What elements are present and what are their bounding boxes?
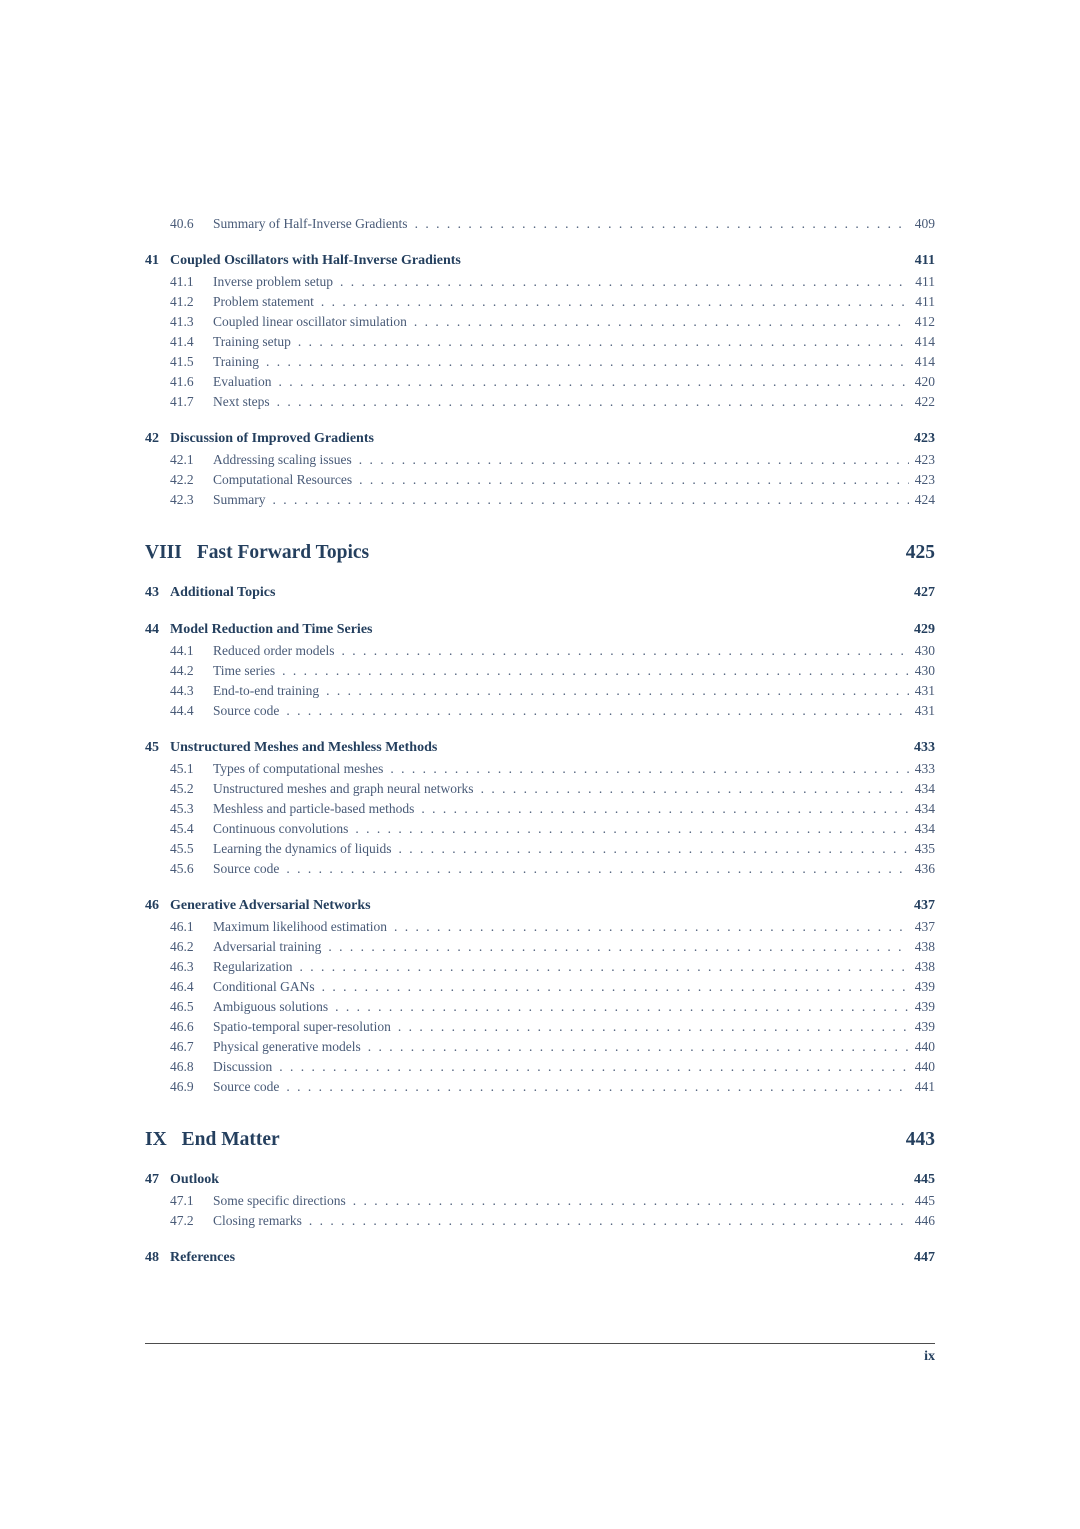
entry-number: 44.2 bbox=[170, 663, 194, 678]
dot-leader bbox=[481, 779, 909, 799]
toc-entry-row[interactable] bbox=[170, 977, 935, 997]
entry-number: 41.5 bbox=[170, 354, 194, 369]
dot-leader bbox=[341, 641, 908, 661]
dot-leader bbox=[286, 1077, 908, 1097]
entry-page-number: 439 bbox=[914, 1019, 935, 1034]
toc-entry-row[interactable] bbox=[170, 641, 935, 661]
dot-leader bbox=[278, 372, 908, 392]
toc-entry-row[interactable] bbox=[170, 957, 935, 977]
entry-title: Discussion bbox=[213, 1059, 273, 1074]
dot-leader bbox=[414, 312, 909, 332]
dot-leader bbox=[398, 839, 908, 859]
toc-entry-row[interactable] bbox=[170, 272, 935, 292]
dot-leader bbox=[340, 272, 909, 292]
toc-chapter-row[interactable] bbox=[145, 429, 935, 449]
chapter-title: Additional Topics bbox=[170, 585, 276, 600]
entry-number: 45.4 bbox=[170, 821, 194, 836]
footer-rule bbox=[145, 1343, 935, 1344]
entry-title: Meshless and particle-based methods bbox=[213, 801, 415, 816]
entry-page-number: 411 bbox=[915, 294, 935, 309]
chapter-page-number: 437 bbox=[914, 898, 935, 913]
entry-title: Source code bbox=[213, 861, 280, 876]
entry-page-number: 411 bbox=[915, 274, 935, 289]
entry-page-number: 431 bbox=[914, 683, 935, 698]
entry-number: 41.3 bbox=[170, 314, 194, 329]
part-number: VIII bbox=[145, 542, 182, 563]
part-page-number: 425 bbox=[905, 542, 935, 563]
entry-page-number: 435 bbox=[914, 841, 935, 856]
entry-page-number: 430 bbox=[914, 663, 935, 678]
entry-title: Conditional GANs bbox=[213, 979, 315, 994]
dot-leader bbox=[390, 759, 908, 779]
dot-leader bbox=[273, 490, 909, 510]
footer-page-number: ix bbox=[924, 1349, 935, 1364]
entry-title: Types of computational meshes bbox=[213, 761, 384, 776]
entry-title: Regularization bbox=[213, 959, 293, 974]
toc-entry-row[interactable] bbox=[170, 1037, 935, 1057]
entry-title: Unstructured meshes and graph neural networks bbox=[213, 781, 474, 796]
entry-number: 44.3 bbox=[170, 683, 194, 698]
toc-entry-row[interactable] bbox=[170, 759, 935, 779]
entry-page-number: 424 bbox=[914, 492, 935, 507]
entry-title: Physical generative models bbox=[213, 1039, 361, 1054]
toc-entry-row[interactable] bbox=[170, 799, 935, 819]
chapter-number: 45 bbox=[145, 740, 159, 755]
entry-number: 46.8 bbox=[170, 1059, 194, 1074]
entry-number: 45.1 bbox=[170, 761, 194, 776]
dot-leader bbox=[335, 997, 909, 1017]
entry-number: 46.1 bbox=[170, 919, 194, 934]
dot-leader bbox=[415, 214, 909, 234]
entry-number: 45.2 bbox=[170, 781, 194, 796]
entry-number: 47.2 bbox=[170, 1213, 194, 1228]
entry-page-number: 438 bbox=[914, 939, 935, 954]
chapter-title: Coupled Oscillators with Half-Inverse Gradients bbox=[170, 253, 461, 268]
entry-number: 42.1 bbox=[170, 452, 194, 467]
chapter-page-number: 427 bbox=[914, 585, 935, 600]
dot-leader bbox=[359, 450, 909, 470]
entry-number: 45.3 bbox=[170, 801, 194, 816]
entry-page-number: 440 bbox=[914, 1039, 935, 1054]
entry-title: Computational Resources bbox=[213, 472, 353, 487]
toc-chapter-row[interactable] bbox=[145, 620, 935, 640]
chapter-page-number: 411 bbox=[914, 253, 935, 268]
entry-title: Summary bbox=[213, 492, 266, 507]
entry-title: Coupled linear oscillator simulation bbox=[213, 314, 407, 329]
part-number: IX bbox=[145, 1129, 167, 1150]
toc-chapter-row[interactable] bbox=[145, 896, 935, 916]
toc-entry-row[interactable] bbox=[170, 1191, 935, 1211]
entry-title: Training bbox=[213, 354, 260, 369]
toc-entry-row[interactable] bbox=[170, 450, 935, 470]
chapter-number: 44 bbox=[145, 622, 159, 637]
dot-leader bbox=[286, 859, 908, 879]
chapter-number: 43 bbox=[145, 585, 159, 600]
toc-entry-row[interactable] bbox=[170, 292, 935, 312]
entry-page-number: 438 bbox=[914, 959, 935, 974]
entry-page-number: 440 bbox=[914, 1059, 935, 1074]
entry-number: 44.1 bbox=[170, 643, 194, 658]
toc-entry-row[interactable] bbox=[170, 937, 935, 957]
entry-title: Maximum likelihood estimation bbox=[213, 919, 387, 934]
chapter-title: Model Reduction and Time Series bbox=[170, 622, 373, 637]
entry-page-number: 437 bbox=[914, 919, 935, 934]
entry-page-number: 436 bbox=[914, 861, 935, 876]
dot-leader bbox=[299, 957, 908, 977]
dot-leader bbox=[279, 1057, 908, 1077]
entry-number: 46.7 bbox=[170, 1039, 194, 1054]
entry-number: 46.6 bbox=[170, 1019, 194, 1034]
chapter-number: 46 bbox=[145, 898, 159, 913]
entry-title: Adversarial training bbox=[213, 939, 322, 954]
entry-page-number: 422 bbox=[914, 394, 935, 409]
page-footer bbox=[145, 1343, 935, 1365]
entry-number: 46.3 bbox=[170, 959, 194, 974]
dot-leader bbox=[328, 937, 908, 957]
dot-leader bbox=[266, 352, 909, 372]
toc-entry-row[interactable] bbox=[170, 352, 935, 372]
entry-title: Closing remarks bbox=[213, 1213, 302, 1228]
chapter-title: Generative Adversarial Networks bbox=[170, 898, 371, 913]
chapter-title: Outlook bbox=[170, 1172, 220, 1187]
dot-leader bbox=[353, 1191, 909, 1211]
toc-entry-row[interactable] bbox=[170, 1211, 935, 1231]
chapter-number: 48 bbox=[145, 1250, 159, 1265]
entry-title: Problem statement bbox=[213, 294, 314, 309]
chapter-title: Discussion of Improved Gradients bbox=[170, 431, 374, 446]
dot-leader bbox=[286, 701, 908, 721]
toc-entry-row[interactable] bbox=[170, 332, 935, 352]
dot-leader bbox=[394, 917, 909, 937]
entry-number: 46.2 bbox=[170, 939, 194, 954]
entry-page-number: 439 bbox=[914, 999, 935, 1014]
entry-title: Source code bbox=[213, 703, 280, 718]
chapter-page-number: 445 bbox=[914, 1172, 935, 1187]
part-page-number: 443 bbox=[905, 1129, 935, 1150]
entry-page-number: 433 bbox=[914, 761, 935, 776]
entry-page-number: 441 bbox=[914, 1079, 935, 1094]
entry-page-number: 423 bbox=[914, 472, 935, 487]
entry-title: Next steps bbox=[213, 394, 270, 409]
toc-chapter-row[interactable] bbox=[145, 251, 935, 271]
entry-page-number: 412 bbox=[914, 314, 935, 329]
dot-leader bbox=[355, 819, 908, 839]
entry-title: Summary of Half-Inverse Gradients bbox=[213, 216, 408, 231]
toc-entry-row[interactable] bbox=[170, 1017, 935, 1037]
dot-leader bbox=[282, 661, 909, 681]
entry-number: 41.6 bbox=[170, 374, 194, 389]
entry-number: 41.2 bbox=[170, 294, 194, 309]
chapter-title: References bbox=[170, 1250, 236, 1265]
entry-page-number: 420 bbox=[914, 374, 935, 389]
entry-number: 45.6 bbox=[170, 861, 194, 876]
entry-page-number: 431 bbox=[914, 703, 935, 718]
entry-page-number: 423 bbox=[914, 452, 935, 467]
toc-entry-row[interactable] bbox=[170, 372, 935, 392]
entry-title: Reduced order models bbox=[213, 643, 335, 658]
chapter-title: Unstructured Meshes and Meshless Methods bbox=[170, 740, 438, 755]
entry-page-number: 430 bbox=[914, 643, 935, 658]
toc-entry-row[interactable] bbox=[170, 214, 935, 234]
toc-entry-row[interactable] bbox=[170, 470, 935, 490]
chapter-page-number: 433 bbox=[914, 740, 935, 755]
toc-entry-row[interactable] bbox=[170, 819, 935, 839]
toc-chapter-row[interactable] bbox=[145, 1248, 935, 1268]
dot-leader bbox=[398, 1017, 909, 1037]
dot-leader bbox=[322, 977, 909, 997]
entry-number: 44.4 bbox=[170, 703, 194, 718]
entry-page-number: 439 bbox=[914, 979, 935, 994]
toc-entry-row[interactable] bbox=[170, 490, 935, 510]
toc-entry-row[interactable] bbox=[170, 1077, 935, 1097]
entry-title: Ambiguous solutions bbox=[213, 999, 329, 1014]
dot-leader bbox=[326, 681, 909, 701]
chapter-page-number: 429 bbox=[914, 622, 935, 637]
entry-title: Continuous convolutions bbox=[213, 821, 349, 836]
entry-number: 46.9 bbox=[170, 1079, 194, 1094]
toc-entry-row[interactable] bbox=[170, 839, 935, 859]
entry-page-number: 434 bbox=[914, 781, 935, 796]
entry-page-number: 445 bbox=[914, 1193, 935, 1208]
toc-chapter-row[interactable] bbox=[145, 738, 935, 758]
toc-entry-row[interactable] bbox=[170, 779, 935, 799]
entry-title: Addressing scaling issues bbox=[213, 452, 352, 467]
toc-entry-row[interactable] bbox=[170, 312, 935, 332]
chapter-number: 42 bbox=[145, 431, 159, 446]
entry-title: Training setup bbox=[213, 334, 291, 349]
dot-leader bbox=[321, 292, 909, 312]
toc-entry-row[interactable] bbox=[170, 661, 935, 681]
entry-title: Evaluation bbox=[213, 374, 272, 389]
entry-page-number: 434 bbox=[914, 821, 935, 836]
toc-chapter-row[interactable] bbox=[145, 583, 935, 603]
toc-chapter-row[interactable] bbox=[145, 1170, 935, 1190]
entry-number: 47.1 bbox=[170, 1193, 194, 1208]
entry-number: 41.1 bbox=[170, 274, 194, 289]
entry-page-number: 414 bbox=[914, 354, 935, 369]
toc-part-row[interactable] bbox=[145, 1127, 935, 1153]
dot-leader bbox=[309, 1211, 909, 1231]
entry-page-number: 434 bbox=[914, 801, 935, 816]
entry-number: 46.4 bbox=[170, 979, 194, 994]
entry-number: 45.5 bbox=[170, 841, 194, 856]
chapter-page-number: 447 bbox=[914, 1250, 935, 1265]
toc-entry-row[interactable] bbox=[170, 917, 935, 937]
entry-title: Source code bbox=[213, 1079, 280, 1094]
entry-number: 40.6 bbox=[170, 216, 194, 231]
entry-page-number: 409 bbox=[914, 216, 935, 231]
part-title: End Matter bbox=[181, 1129, 280, 1150]
toc-entry-row[interactable] bbox=[170, 859, 935, 879]
dot-leader bbox=[277, 392, 909, 412]
entry-number: 41.7 bbox=[170, 394, 194, 409]
dot-leader bbox=[368, 1037, 909, 1057]
chapter-number: 47 bbox=[145, 1172, 159, 1187]
entry-title: Inverse problem setup bbox=[213, 274, 333, 289]
entry-title: End-to-end training bbox=[213, 683, 320, 698]
dot-leader bbox=[359, 470, 909, 490]
dot-leader bbox=[298, 332, 909, 352]
chapter-page-number: 423 bbox=[914, 431, 935, 446]
entry-title: Spatio-temporal super-resolution bbox=[213, 1019, 391, 1034]
toc-entry-row[interactable] bbox=[170, 701, 935, 721]
entry-page-number: 446 bbox=[914, 1213, 935, 1228]
entry-number: 42.2 bbox=[170, 472, 194, 487]
chapter-number: 41 bbox=[145, 253, 159, 268]
toc-entry-row[interactable] bbox=[170, 681, 935, 701]
entry-number: 41.4 bbox=[170, 334, 194, 349]
toc-entry-row[interactable] bbox=[170, 1057, 935, 1077]
entry-page-number: 414 bbox=[914, 334, 935, 349]
toc-entry-row[interactable] bbox=[170, 392, 935, 412]
entry-title: Learning the dynamics of liquids bbox=[213, 841, 392, 856]
entry-number: 46.5 bbox=[170, 999, 194, 1014]
part-title: Fast Forward Topics bbox=[196, 542, 370, 563]
entry-title: Time series bbox=[213, 663, 276, 678]
entry-title: Some specific directions bbox=[213, 1193, 346, 1208]
entry-number: 42.3 bbox=[170, 492, 194, 507]
toc-part-row[interactable] bbox=[145, 540, 935, 566]
dot-leader bbox=[421, 799, 908, 819]
toc-entry-row[interactable] bbox=[170, 997, 935, 1017]
